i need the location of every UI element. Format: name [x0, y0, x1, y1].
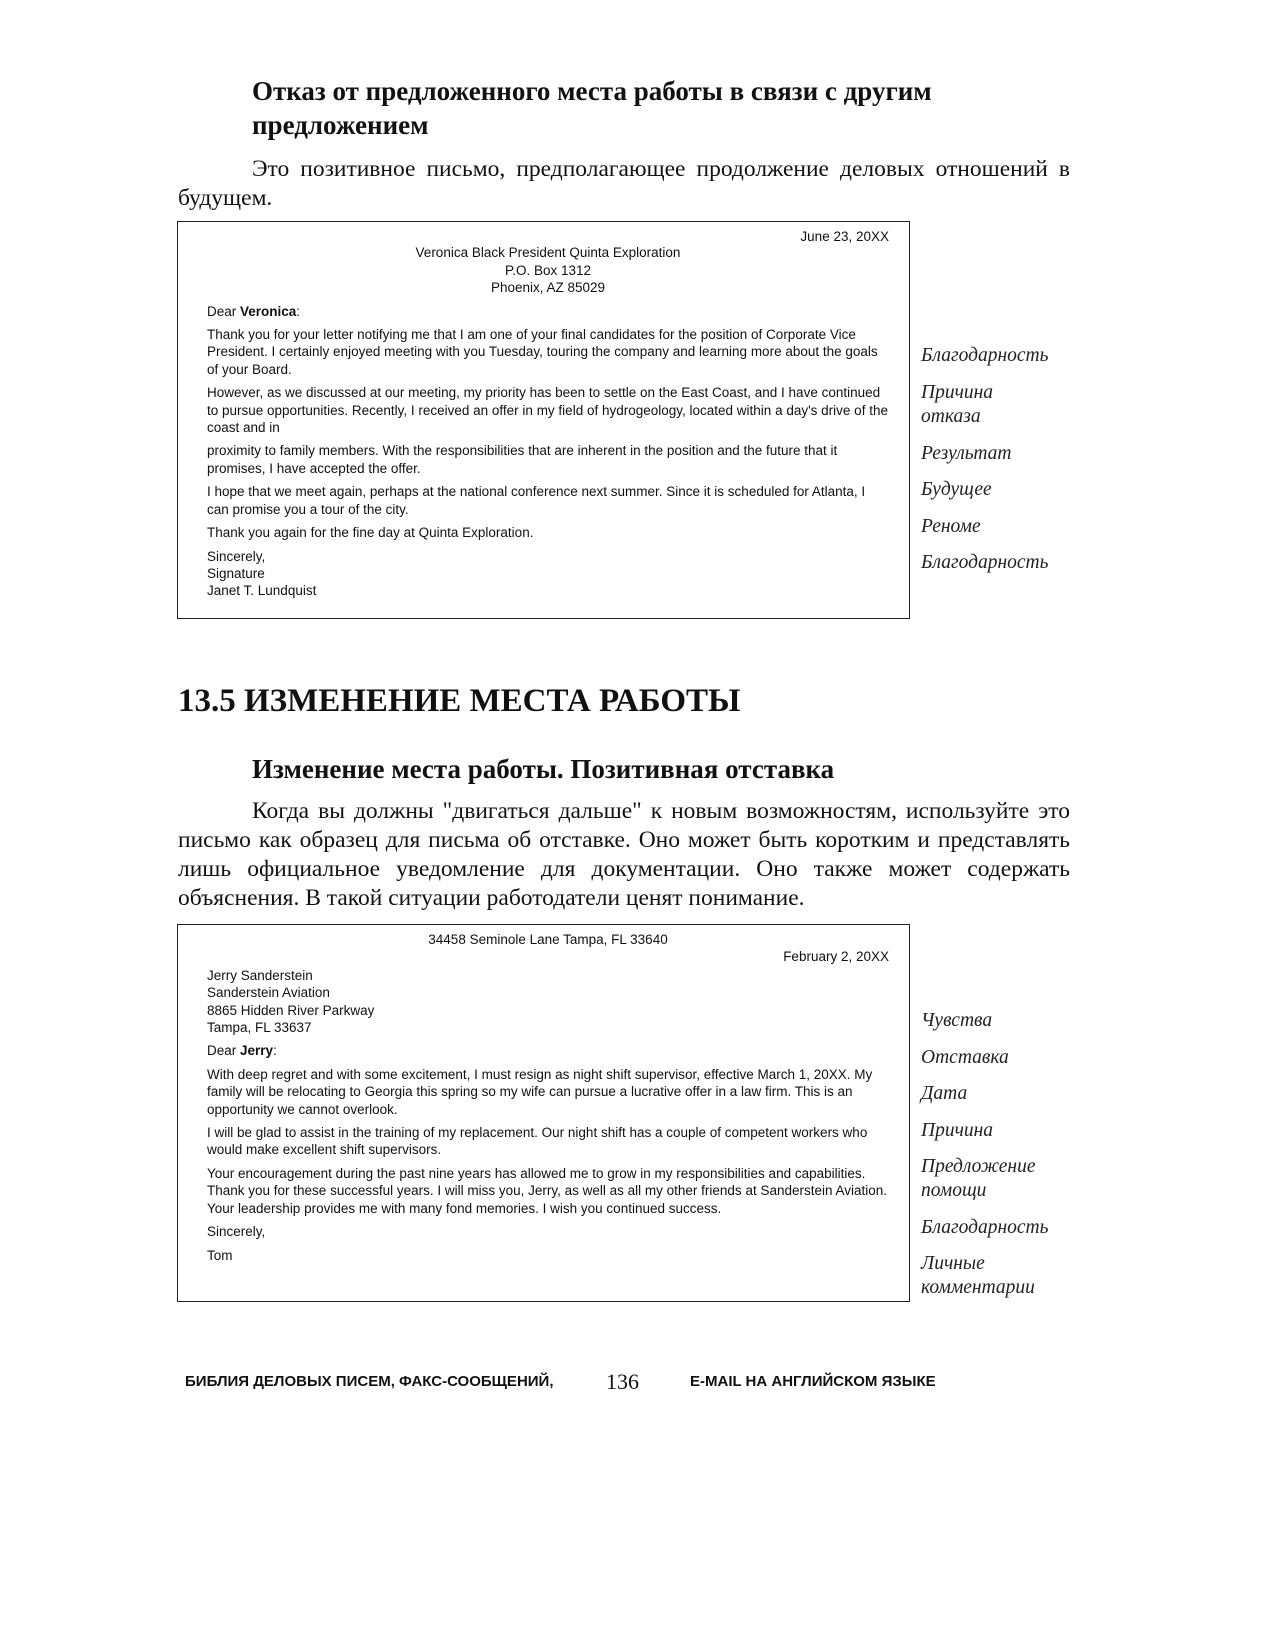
- margin-note: Результат: [921, 443, 1012, 464]
- page-number: 136: [606, 1369, 639, 1394]
- letter-sender: Janet T. Lundquist: [207, 583, 317, 599]
- address-line: Sanderstein Aviation: [207, 985, 330, 1001]
- letter-paragraph: I will be glad to assist in the training of my replacement. Our night shift has a couple of competent workers who would make excellent shift supervisors.: [207, 1125, 868, 1158]
- recipient-address: [207, 244, 889, 296]
- footer-book-subtitle: E-MAIL НА АНГЛИЙСКОМ ЯЗЫКЕ: [690, 1373, 936, 1390]
- margin-note: Отставка: [921, 1047, 1009, 1068]
- letter-box: [177, 924, 910, 1302]
- address-line: P.O. Box 1312: [504, 262, 592, 278]
- salutation-prefix: Dear: [207, 1043, 241, 1059]
- address-line: Phoenix, AZ 85029: [490, 280, 606, 296]
- address-line: Jerry Sanderstein: [207, 967, 313, 983]
- intro-paragraph: Когда вы должны "двигаться дальше" к новым возможностям, используйте это письмо как образец для письма об отставке. Оно может быть коротким и представлять лишь официальное уведомление для документации. Оно также может содержать объяснения. В такой ситуации работодатели ценят понимание.: [178, 798, 1070, 911]
- letter-closing: Sincerely,: [207, 1224, 266, 1240]
- letter-date: February 2, 20XX: [783, 949, 889, 965]
- sender-address: 34458 Seminole Lane Tampa, FL 33640: [428, 932, 668, 947]
- margin-note: Причина: [921, 1120, 994, 1141]
- section-heading: [252, 74, 1072, 142]
- heading-line: предложением: [252, 110, 429, 140]
- margin-note: Личные комментарии: [921, 1253, 1035, 1298]
- letter-paragraph: However, as we discussed at our meeting, my priority has been to settle on the East Coast, and I have continued to pursue opportunities. Recently, I received an offer in my field of hydrogeology, located within a day's drive of the coast and in: [207, 385, 888, 436]
- section-heading: Изменение места работы. Позитивная отставка: [252, 754, 835, 784]
- address-line: 8865 Hidden River Parkway: [207, 1002, 375, 1018]
- address-line: Tampa, FL 33637: [207, 1020, 312, 1036]
- letter-signature: Signature: [207, 565, 265, 581]
- margin-note: Причина отказа: [921, 382, 994, 427]
- footer-book-title: БИБЛИЯ ДЕЛОВЫХ ПИСЕМ, ФАКС-СООБЩЕНИЙ,: [185, 1373, 554, 1390]
- salutation: [207, 303, 889, 320]
- address-line: Veronica Black President Quinta Exploration: [415, 245, 681, 261]
- letter-sender: Tom: [207, 1247, 233, 1263]
- margin-note: Будущее: [921, 479, 992, 500]
- recipient-address: [207, 967, 889, 1037]
- margin-note: Благодарность: [921, 1217, 1049, 1238]
- salutation-suffix: :: [273, 1043, 277, 1059]
- letter-paragraph: With deep regret and with some excitement, I must resign as night shift supervisor, effective March 1, 20XX. My family will be relocating to Georgia this spring so my wife can pursue a lucrative offer in a law firm. This is an opportunity we cannot overlook.: [207, 1066, 873, 1117]
- letter-date: June 23, 20XX: [800, 229, 889, 244]
- letter-paragraph: Thank you for your letter notifying me that I am one of your final candidates for the position of Corporate Vice President. I certainly enjoyed meeting with you Tuesday, touring the company and learning more about the goals of your Board.: [207, 327, 878, 377]
- section-title: 13.5 ИЗМЕНЕНИЕ МЕСТА РАБОТЫ: [178, 683, 741, 719]
- margin-note: Реноме: [921, 516, 981, 537]
- margin-note: Чувства: [921, 1010, 993, 1031]
- margin-note: Благодарность: [921, 345, 1049, 366]
- margin-note: Дата: [921, 1083, 968, 1104]
- letter-closing: Sincerely,: [207, 548, 266, 564]
- salutation-suffix: :: [296, 303, 301, 319]
- letter-paragraph: I hope that we meet again, perhaps at the national conference next summer. Since it is scheduled for Atlanta, I can promise you a tour of the city.: [207, 484, 866, 517]
- salutation-prefix: Dear: [207, 303, 241, 319]
- intro-paragraph: Это позитивное письмо, предполагающее продолжение деловых отношений в будущем.: [178, 156, 1070, 211]
- heading-line: Отказ от предложенного места работы в связи с другим: [252, 76, 932, 106]
- letter-paragraph: Thank you again for the fine day at Quinta Exploration.: [207, 525, 534, 541]
- letter-paragraph: proximity to family members. With the responsibilities that are inherent in the position and the future that it promises, I have accepted the offer.: [207, 443, 838, 476]
- salutation-name: Veronica: [240, 303, 297, 319]
- letter-box: [177, 221, 910, 619]
- letter-paragraph: Your encouragement during the past nine years has allowed me to grow in my responsibilities and capabilities. Thank you for these successful years. I will miss you, Jerry, as well as all my other friends at Sanderstein Aviation. Your leadership provides me with many fond memories. I wish you continued success.: [207, 1165, 888, 1216]
- salutation: [207, 1042, 889, 1059]
- margin-note: Благодарность: [921, 552, 1049, 573]
- salutation-name: Jerry: [240, 1043, 274, 1059]
- margin-note: Предложение помощи: [921, 1156, 1036, 1201]
